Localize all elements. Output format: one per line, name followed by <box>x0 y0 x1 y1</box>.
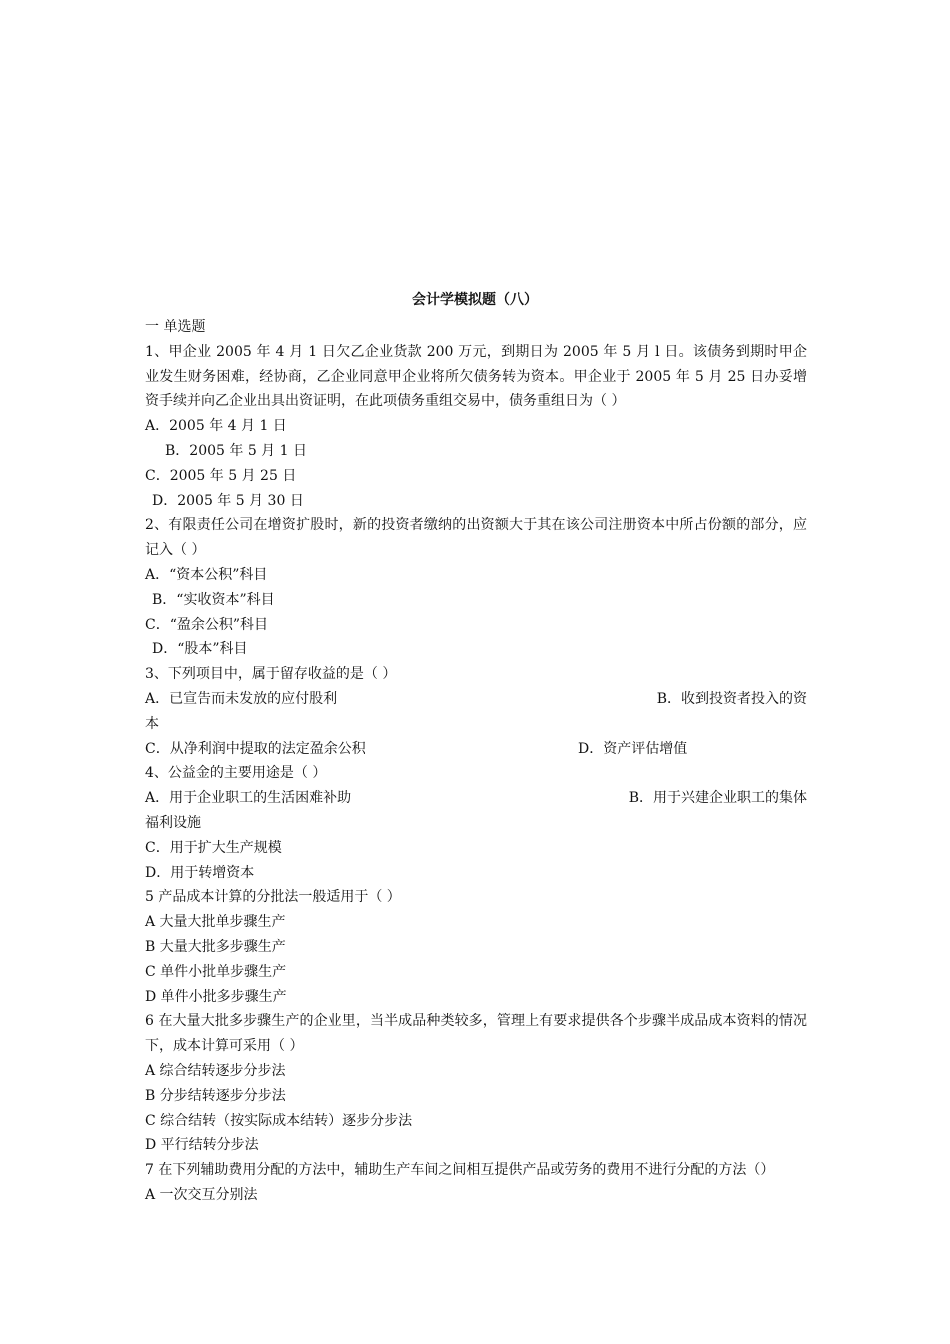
document-body <box>145 315 807 1208</box>
question-3-option-a: A．已宣告而未发放的应付股利 <box>145 690 338 707</box>
question-2-option-a: A．“资本公积”科目 <box>145 566 268 583</box>
question-6-option-b: B 分步结转逐步分步法 <box>145 1087 286 1104</box>
question-6-option-a: A 综合结转逐步分步法 <box>145 1062 286 1079</box>
question-4-row-ab <box>145 786 807 811</box>
question-6-stem: 6 在大量大批多步骤生产的企业里，当半成品种类较多，管理上有要求提供各个步骤半成品成本资料的情况下，成本计算可采用（ ） <box>145 1013 807 1055</box>
question-5-stem: 5 产品成本计算的分批法一般适用于（ ） <box>145 889 401 906</box>
question-4-option-b: B．用于兴建企业职工的集体 <box>628 790 807 807</box>
question-4-option-b-continued: 福利设施 <box>145 814 201 831</box>
question-7-option-a: A 一次交互分别法 <box>145 1186 258 1203</box>
question-5-option-d: D 单件小批多步骤生产 <box>145 988 287 1005</box>
question-3-row-ab <box>145 687 807 712</box>
question-1-option-c: C．2005 年 5 月 25 日 <box>145 467 297 484</box>
question-2-stem: 2、有限责任公司在增资扩股时，新的投资者缴纳的出资额大于其在该公司注册资本中所占份额的部分，应记入（ ） <box>145 517 807 559</box>
question-3-option-b: B．收到投资者投入的资 <box>656 690 807 707</box>
question-4-option-c: C．用于扩大生产规模 <box>145 839 282 856</box>
question-3-option-d: D．资产评估增值 <box>578 740 688 757</box>
question-6-option-c: C 综合结转（按实际成本结转）逐步分步法 <box>145 1112 413 1129</box>
question-3-option-c: C．从净利润中提取的法定盈余公积 <box>145 740 366 757</box>
question-2-option-b: B．“实收资本”科目 <box>152 591 275 608</box>
question-1-option-a: A．2005 年 4 月 1 日 <box>145 418 287 435</box>
question-1-stem: 1、甲企业 2005 年 4 月 1 日欠乙企业货款 200 万元，到期日为 2005 年 5 月 l 日。该债务到期时甲企业发生财务困难，经协商，乙企业同意甲企业将所欠债务转为资本。甲企业于 2005 年 5 月 25 日办妥增资手续并向乙企业出具出资证明，在此项债务重组交易中，债务重组日为（ ） <box>145 343 807 410</box>
question-4-stem: 4、公益金的主要用途是（ ） <box>145 765 327 782</box>
question-5-option-c: C 单件小批单步骤生产 <box>145 963 287 980</box>
question-1-option-d: D．2005 年 5 月 30 日 <box>152 492 304 509</box>
question-3-option-b-continued: 本 <box>145 715 159 732</box>
question-1-option-b: B．2005 年 5 月 1 日 <box>165 442 307 459</box>
question-3-row-cd <box>145 737 807 762</box>
question-2-option-d: D．“股本”科目 <box>152 641 248 658</box>
section-heading: 一 单选题 <box>145 319 206 335</box>
question-4-option-d: D．用于转增资本 <box>145 864 255 881</box>
question-5-option-a: A 大量大批单步骤生产 <box>145 914 286 931</box>
question-6-option-d: D 平行结转分步法 <box>145 1137 259 1154</box>
question-3-stem: 3、下列项目中，属于留存收益的是（ ） <box>145 666 397 683</box>
question-2-option-c: C．“盈余公积”科目 <box>145 616 269 633</box>
page-title: 会计学模拟题（八） <box>412 292 538 308</box>
question-4-option-a: A．用于企业职工的生活困难补助 <box>145 790 352 807</box>
question-7-stem: 7 在下列辅助费用分配的方法中，辅助生产车间之间相互提供产品或劳务的费用不进行分配的方法（） <box>145 1162 775 1179</box>
question-5-option-b: B 大量大批多步骤生产 <box>145 938 286 955</box>
